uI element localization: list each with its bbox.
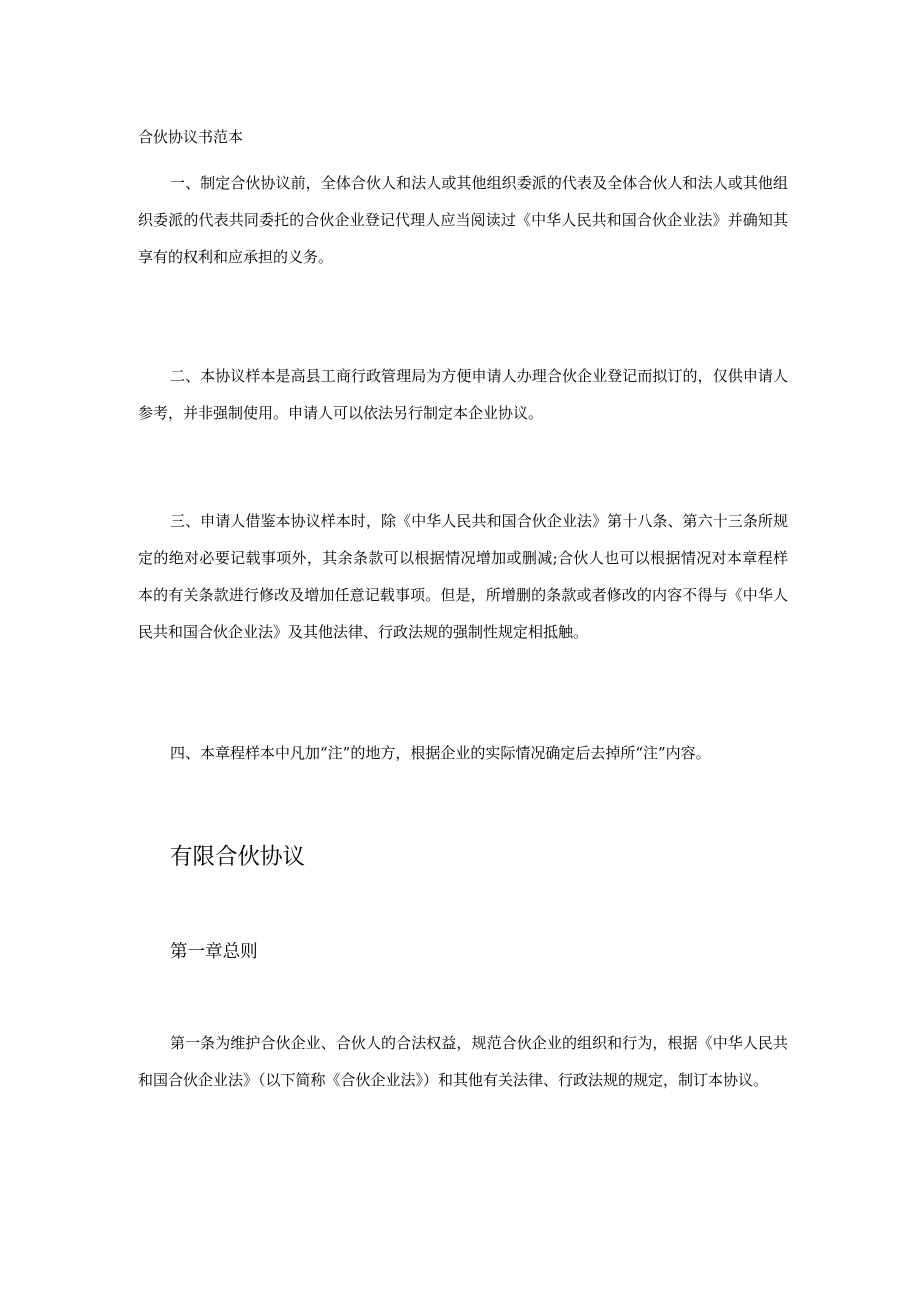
intro-paragraph-4: 四、本章程样本中凡加“注”的地方，根据企业的实际情况确定后去掉所“注”内容。 [170, 744, 711, 762]
intro-paragraph-3: 三、申请人借鉴本协议样本时，除《中华人民共和国合伙企业法》第十八条、第六十三条所规定的绝对必要记载事项外，其余条款可以根据情况增加或删减;合伙人也可以根据情况对本章程样本的有关条款进行修改及增加任意记载事项。但是，所增删的条款或者修改的内容不得与《中华人民共和国合伙企业法》及其他法律、行政法规的强制性规定相抵触。 [138, 512, 788, 641]
agreement-title: 有限合伙协议 [170, 844, 306, 870]
document-title: 合伙协议书范本 [138, 128, 244, 146]
article-1-paragraph: 第一条为维护合伙企业、合伙人的合法权益，规范合伙企业的组织和行为，根据《中华人民共和国合伙企业法》（以下简称《合伙企业法》）和其他有关法律、行政法规的规定，制订本协议。 [138, 1034, 788, 1089]
chapter-title: 第一章总则 [170, 942, 258, 962]
intro-paragraph-2: 二、本协议样本是高县工商行政管理局为方便申请人办理合伙企业登记而拟订的，仅供申请人参考，并非强制使用。申请人可以依法另行制定本企业协议。 [138, 367, 788, 422]
intro-paragraph-1: 一、制定合伙协议前，全体合伙人和法人或其他组织委派的代表及全体合伙人和法人或其他组织委派的代表共同委托的合伙企业登记代理人应当阅读过《中华人民共和国合伙企业法》并确知其享有的权利和应承担的义务。 [138, 174, 788, 266]
